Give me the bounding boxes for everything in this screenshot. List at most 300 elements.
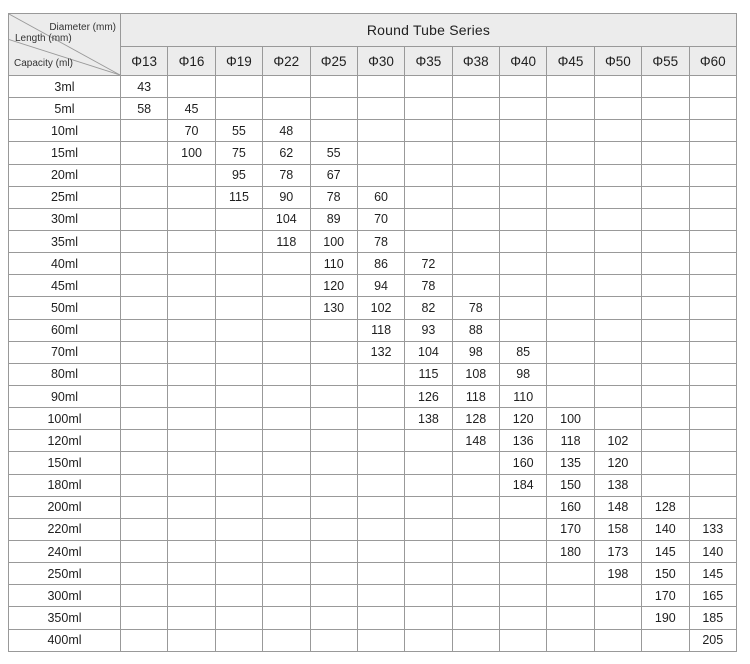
length-cell: [405, 563, 452, 585]
length-cell: [594, 230, 641, 252]
length-cell: [215, 408, 262, 430]
length-cell: [500, 607, 547, 629]
length-cell: [405, 496, 452, 518]
length-cell: [547, 275, 594, 297]
length-cell: [215, 76, 262, 98]
table-row: [9, 629, 737, 651]
length-cell: [263, 319, 310, 341]
length-cell: [168, 186, 215, 208]
length-cell: 94: [357, 275, 404, 297]
length-cell: [547, 186, 594, 208]
length-cell: [452, 496, 499, 518]
length-cell: [642, 120, 689, 142]
length-cell: 150: [547, 474, 594, 496]
capacity-row-header: 45ml: [9, 275, 121, 297]
length-cell: [547, 76, 594, 98]
length-cell: 102: [357, 297, 404, 319]
length-cell: [168, 629, 215, 651]
length-cell: [310, 120, 357, 142]
length-cell: [642, 98, 689, 120]
table-row: [9, 208, 737, 230]
length-cell: 148: [452, 430, 499, 452]
length-cell: [452, 540, 499, 562]
table-row: [9, 452, 737, 474]
length-cell: 118: [452, 385, 499, 407]
length-cell: [168, 297, 215, 319]
diameter-column-header: Φ13: [121, 47, 168, 76]
length-cell: [642, 186, 689, 208]
length-cell: 98: [500, 363, 547, 385]
length-cell: [642, 385, 689, 407]
diameter-column-header: Φ55: [642, 47, 689, 76]
length-cell: [405, 186, 452, 208]
length-cell: [594, 164, 641, 186]
length-cell: [310, 98, 357, 120]
length-cell: [500, 563, 547, 585]
length-cell: [452, 607, 499, 629]
length-cell: 170: [547, 518, 594, 540]
length-cell: [310, 341, 357, 363]
length-cell: 120: [500, 408, 547, 430]
length-cell: [642, 76, 689, 98]
capacity-row-header: 90ml: [9, 385, 121, 407]
length-cell: 128: [452, 408, 499, 430]
length-cell: [121, 430, 168, 452]
diameter-column-header: Φ35: [405, 47, 452, 76]
table-row: [9, 474, 737, 496]
length-cell: [689, 496, 737, 518]
length-cell: [452, 629, 499, 651]
length-cell: [215, 563, 262, 585]
length-cell: 150: [642, 563, 689, 585]
length-cell: [547, 563, 594, 585]
length-cell: [547, 208, 594, 230]
length-cell: 75: [215, 142, 262, 164]
diameter-column-header: Φ25: [310, 47, 357, 76]
length-cell: [689, 297, 737, 319]
length-cell: [405, 430, 452, 452]
length-cell: [452, 452, 499, 474]
length-cell: [452, 474, 499, 496]
table-row: [9, 518, 737, 540]
length-cell: [215, 430, 262, 452]
length-cell: [500, 518, 547, 540]
length-cell: [547, 297, 594, 319]
length-cell: [547, 385, 594, 407]
length-cell: [310, 430, 357, 452]
length-cell: [263, 275, 310, 297]
length-cell: [215, 452, 262, 474]
table-row: [9, 385, 737, 407]
length-cell: [452, 208, 499, 230]
length-cell: 115: [405, 363, 452, 385]
length-cell: [547, 319, 594, 341]
length-cell: [215, 275, 262, 297]
length-cell: [121, 230, 168, 252]
length-cell: [405, 76, 452, 98]
length-cell: [121, 563, 168, 585]
length-cell: [405, 164, 452, 186]
length-cell: [357, 120, 404, 142]
length-cell: [121, 496, 168, 518]
length-cell: [168, 341, 215, 363]
table-row: [9, 540, 737, 562]
length-cell: [500, 253, 547, 275]
length-cell: [405, 607, 452, 629]
capacity-axis-label: Capacity (ml): [14, 58, 73, 69]
length-cell: 118: [547, 430, 594, 452]
length-cell: [452, 253, 499, 275]
diameter-column-header: Φ40: [500, 47, 547, 76]
length-cell: [168, 496, 215, 518]
length-cell: [547, 142, 594, 164]
length-cell: [215, 363, 262, 385]
capacity-row-header: 35ml: [9, 230, 121, 252]
length-cell: [263, 474, 310, 496]
length-cell: [500, 275, 547, 297]
diameter-column-header: Φ38: [452, 47, 499, 76]
length-cell: [121, 408, 168, 430]
length-cell: [310, 408, 357, 430]
length-cell: [215, 385, 262, 407]
length-cell: [689, 164, 737, 186]
table-row: [9, 341, 737, 363]
length-cell: [405, 208, 452, 230]
table-row: [9, 430, 737, 452]
length-cell: 130: [310, 297, 357, 319]
length-cell: [642, 341, 689, 363]
length-cell: [263, 540, 310, 562]
length-cell: [121, 164, 168, 186]
length-cell: [263, 385, 310, 407]
length-cell: [594, 363, 641, 385]
length-cell: [642, 474, 689, 496]
length-cell: [215, 341, 262, 363]
length-cell: 100: [168, 142, 215, 164]
length-cell: 82: [405, 297, 452, 319]
length-cell: [215, 629, 262, 651]
table-title: Round Tube Series: [121, 14, 737, 47]
length-cell: 205: [689, 629, 737, 651]
length-cell: [594, 275, 641, 297]
length-cell: [500, 98, 547, 120]
table-row: [9, 76, 737, 98]
length-cell: [500, 208, 547, 230]
table-body: [9, 76, 737, 652]
length-cell: [689, 319, 737, 341]
length-cell: [594, 208, 641, 230]
length-cell: [168, 452, 215, 474]
length-cell: [168, 275, 215, 297]
corner-header-cell: [9, 14, 121, 76]
length-cell: [594, 297, 641, 319]
length-cell: [168, 540, 215, 562]
capacity-row-header: 400ml: [9, 629, 121, 651]
length-cell: [215, 208, 262, 230]
length-cell: [689, 341, 737, 363]
length-cell: [310, 452, 357, 474]
length-cell: 160: [547, 496, 594, 518]
length-cell: [594, 253, 641, 275]
length-cell: [405, 585, 452, 607]
length-cell: 145: [642, 540, 689, 562]
length-cell: [310, 319, 357, 341]
length-cell: [594, 585, 641, 607]
length-cell: 70: [168, 120, 215, 142]
length-cell: 45: [168, 98, 215, 120]
length-cell: [215, 253, 262, 275]
length-cell: [500, 142, 547, 164]
length-cell: 86: [357, 253, 404, 275]
length-cell: [547, 164, 594, 186]
length-cell: [215, 319, 262, 341]
length-cell: [642, 297, 689, 319]
length-cell: [689, 474, 737, 496]
length-cell: [121, 142, 168, 164]
length-cell: 110: [310, 253, 357, 275]
length-cell: 78: [357, 230, 404, 252]
length-cell: [642, 253, 689, 275]
length-cell: [452, 186, 499, 208]
capacity-row-header: 300ml: [9, 585, 121, 607]
length-cell: 135: [547, 452, 594, 474]
diameter-column-header: Φ50: [594, 47, 641, 76]
length-cell: [500, 540, 547, 562]
length-cell: [689, 253, 737, 275]
length-cell: [357, 385, 404, 407]
length-cell: 133: [689, 518, 737, 540]
length-cell: [121, 629, 168, 651]
length-cell: [357, 363, 404, 385]
length-cell: [310, 363, 357, 385]
length-cell: [121, 585, 168, 607]
length-cell: [547, 629, 594, 651]
length-cell: 198: [594, 563, 641, 585]
length-cell: [500, 120, 547, 142]
length-cell: [689, 385, 737, 407]
length-cell: [263, 98, 310, 120]
length-cell: [310, 540, 357, 562]
length-cell: [168, 363, 215, 385]
length-cell: [594, 319, 641, 341]
length-cell: 138: [405, 408, 452, 430]
table-row: [9, 275, 737, 297]
length-cell: [215, 230, 262, 252]
length-cell: [357, 585, 404, 607]
length-cell: [452, 275, 499, 297]
length-cell: [168, 430, 215, 452]
length-cell: [689, 98, 737, 120]
capacity-row-header: 3ml: [9, 76, 121, 98]
length-cell: [263, 629, 310, 651]
length-cell: [689, 186, 737, 208]
length-cell: 138: [594, 474, 641, 496]
diameter-column-header: Φ22: [263, 47, 310, 76]
length-cell: [168, 208, 215, 230]
length-cell: [689, 76, 737, 98]
length-cell: [405, 474, 452, 496]
length-cell: 110: [500, 385, 547, 407]
table-row: [9, 98, 737, 120]
length-cell: [452, 98, 499, 120]
length-cell: [500, 297, 547, 319]
length-cell: 58: [121, 98, 168, 120]
length-cell: [121, 385, 168, 407]
length-cell: [452, 585, 499, 607]
length-cell: [263, 496, 310, 518]
length-cell: [121, 253, 168, 275]
length-cell: [547, 585, 594, 607]
capacity-row-header: 80ml: [9, 363, 121, 385]
capacity-row-header: 60ml: [9, 319, 121, 341]
length-cell: 85: [500, 341, 547, 363]
length-cell: [310, 385, 357, 407]
length-cell: [310, 76, 357, 98]
length-cell: [121, 120, 168, 142]
length-cell: [547, 120, 594, 142]
length-cell: [547, 607, 594, 629]
diameter-axis-label: Diameter (mm): [49, 22, 116, 33]
capacity-row-header: 5ml: [9, 98, 121, 120]
length-cell: 118: [357, 319, 404, 341]
length-cell: [594, 385, 641, 407]
length-cell: [121, 363, 168, 385]
length-cell: [357, 474, 404, 496]
length-cell: [121, 341, 168, 363]
length-cell: [357, 496, 404, 518]
length-cell: [310, 607, 357, 629]
table-row: [9, 585, 737, 607]
length-cell: [405, 629, 452, 651]
length-cell: [594, 629, 641, 651]
length-cell: 102: [594, 430, 641, 452]
length-cell: 140: [642, 518, 689, 540]
table-row: [9, 363, 737, 385]
length-cell: [263, 430, 310, 452]
length-cell: [689, 142, 737, 164]
length-cell: [168, 319, 215, 341]
length-cell: [357, 430, 404, 452]
title-row: [9, 14, 737, 47]
length-cell: [689, 430, 737, 452]
length-cell: 158: [594, 518, 641, 540]
length-cell: [642, 208, 689, 230]
length-cell: [357, 563, 404, 585]
length-cell: [500, 186, 547, 208]
length-cell: [452, 164, 499, 186]
length-cell: 128: [642, 496, 689, 518]
length-cell: 148: [594, 496, 641, 518]
table-row: [9, 297, 737, 319]
length-cell: 108: [452, 363, 499, 385]
length-cell: [121, 208, 168, 230]
length-cell: [642, 319, 689, 341]
length-cell: [642, 629, 689, 651]
length-cell: 145: [689, 563, 737, 585]
length-cell: [263, 585, 310, 607]
length-cell: [357, 607, 404, 629]
length-cell: [689, 452, 737, 474]
length-cell: 60: [357, 186, 404, 208]
length-cell: 55: [310, 142, 357, 164]
length-cell: 62: [263, 142, 310, 164]
length-cell: [642, 452, 689, 474]
length-cell: 115: [215, 186, 262, 208]
length-cell: 55: [215, 120, 262, 142]
length-cell: [547, 253, 594, 275]
length-cell: 88: [452, 319, 499, 341]
capacity-row-header: 20ml: [9, 164, 121, 186]
capacity-row-header: 220ml: [9, 518, 121, 540]
length-cell: [405, 452, 452, 474]
length-cell: 185: [689, 607, 737, 629]
length-cell: 160: [500, 452, 547, 474]
length-cell: [642, 230, 689, 252]
capacity-row-header: 120ml: [9, 430, 121, 452]
length-cell: [168, 253, 215, 275]
length-cell: [168, 76, 215, 98]
length-cell: [215, 297, 262, 319]
length-cell: 118: [263, 230, 310, 252]
length-cell: 43: [121, 76, 168, 98]
length-cell: [215, 98, 262, 120]
length-cell: [168, 408, 215, 430]
length-cell: [642, 408, 689, 430]
length-cell: 70: [357, 208, 404, 230]
length-cell: [263, 297, 310, 319]
length-cell: [500, 496, 547, 518]
length-cell: 78: [405, 275, 452, 297]
length-cell: [405, 142, 452, 164]
length-cell: [263, 363, 310, 385]
diameter-column-header: Φ30: [357, 47, 404, 76]
length-cell: [594, 607, 641, 629]
length-cell: [547, 363, 594, 385]
length-cell: [121, 518, 168, 540]
length-cell: [594, 142, 641, 164]
capacity-row-header: 40ml: [9, 253, 121, 275]
length-cell: 67: [310, 164, 357, 186]
table-row: [9, 563, 737, 585]
capacity-row-header: 15ml: [9, 142, 121, 164]
length-cell: [168, 563, 215, 585]
length-cell: [642, 142, 689, 164]
length-cell: 95: [215, 164, 262, 186]
length-cell: [168, 164, 215, 186]
length-cell: 120: [310, 275, 357, 297]
length-cell: [689, 120, 737, 142]
table-row: [9, 319, 737, 341]
length-cell: [405, 540, 452, 562]
length-cell: [689, 230, 737, 252]
length-cell: [121, 275, 168, 297]
capacity-row-header: 180ml: [9, 474, 121, 496]
length-cell: [500, 230, 547, 252]
length-cell: [168, 474, 215, 496]
length-cell: [215, 474, 262, 496]
capacity-row-header: 50ml: [9, 297, 121, 319]
table-row: [9, 164, 737, 186]
length-cell: [310, 563, 357, 585]
length-cell: [121, 319, 168, 341]
length-cell: 132: [357, 341, 404, 363]
diameter-column-header: Φ19: [215, 47, 262, 76]
capacity-row-header: 100ml: [9, 408, 121, 430]
length-cell: [594, 186, 641, 208]
length-cell: [405, 518, 452, 540]
length-cell: [357, 629, 404, 651]
length-cell: [452, 230, 499, 252]
